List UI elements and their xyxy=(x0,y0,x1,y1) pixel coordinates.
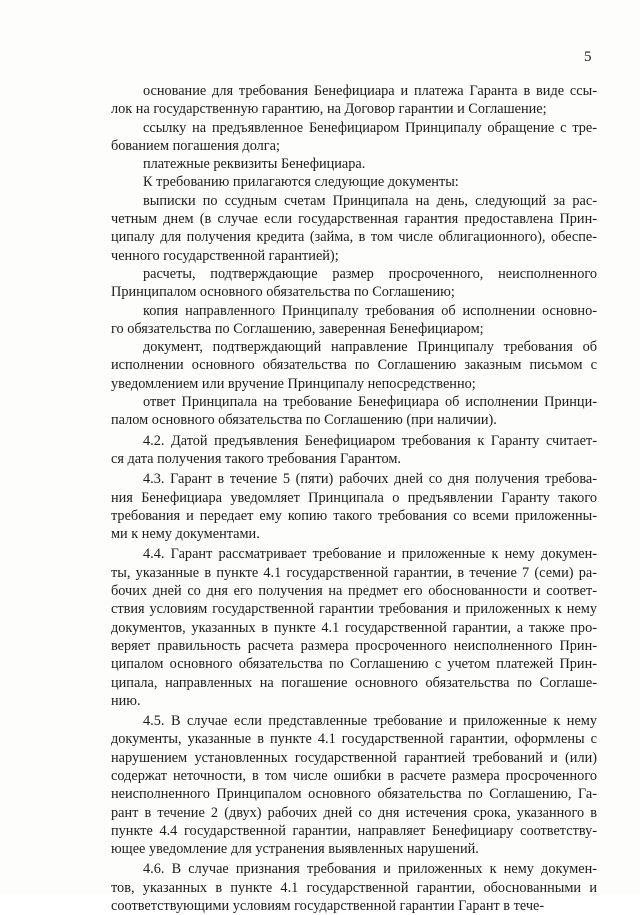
text-line: ципала, направленных на погашение основного обязательства по Соглаше- xyxy=(111,674,597,691)
text-line: соответствующими условиям государственной гарантии Гарант в тече- xyxy=(111,898,545,915)
text-line: ченного государственной гарантией); xyxy=(111,247,339,264)
paragraph-p5 xyxy=(111,192,597,265)
text-line: 4.2. Датой предъявления Бенефициаром требования к Гаранту считает- xyxy=(143,432,597,449)
paragraph-p11 xyxy=(111,470,597,543)
paragraph-p14 xyxy=(111,860,597,915)
text-line: платежные реквизиты Бенефициара. xyxy=(143,156,366,173)
text-line: ответ Принципала на требование Бенефициара об исполнении Принци- xyxy=(143,394,597,411)
text-line: нию. xyxy=(111,692,141,709)
text-line: документ, подтверждающий направление Принципалу требования об xyxy=(143,339,597,356)
text-line: выписки по ссудным счетам Принципала на день, следующий за рас- xyxy=(143,192,597,209)
text-line: уведомлением или вручение Принципалу непосредственно; xyxy=(111,375,476,392)
text-line: ты, указанные в пункте 4.1 государственной гарантии, в течение 7 (семи) ра- xyxy=(111,564,597,581)
text-line: ющее уведомление для устранения выявленных нарушений. xyxy=(111,841,479,858)
text-line: ствия условиям государственной гарантии требования и приложенных к нему xyxy=(111,601,597,618)
text-line: нарушением установленных государственной гарантией требований и (или) xyxy=(111,749,597,766)
paragraph-p8 xyxy=(111,338,597,393)
paragraph-p7 xyxy=(111,302,597,339)
text-line: К требованию прилагаются следующие документы: xyxy=(143,174,459,191)
text-line: содержат неточности, в том числе ошибки в расчете размера просроченного xyxy=(111,767,597,784)
text-line: го обязательства по Соглашению, заверенная Бенефициаром; xyxy=(111,320,484,337)
text-line: ципалу для получения кредита (займа, в том числе облигационного), обеспе- xyxy=(111,229,597,246)
text-line: четным днем (в случае если государственная гарантия предоставлена Прин- xyxy=(111,211,597,228)
text-line: исполнении основного обязательства по Соглашению заказным письмом с xyxy=(111,357,597,374)
paragraph-p4 xyxy=(111,173,597,191)
text-line: ся дата получения такого требования Гарантом. xyxy=(111,450,401,467)
text-line: ципалом основного обязательства по Соглашению с учетом платежей Прин- xyxy=(111,656,597,673)
text-line: тов, указанных в пункте 4.1 государственной гарантии, обоснованными и xyxy=(111,879,597,896)
text-line: пункте 4.4 государственной гарантии, направляет Бенефициару соответству- xyxy=(111,822,597,839)
document-body xyxy=(111,82,597,915)
paragraph-p1 xyxy=(111,82,597,119)
text-line: ния Бенефициара уведомляет Принципала о предъявлении Гаранту такого xyxy=(111,489,597,506)
text-line: бочих дней со дня его получения на предмет его обоснованности и соответ- xyxy=(111,583,597,600)
text-line: рант в течение 2 (двух) рабочих дней со дня истечения срока, указанного в xyxy=(111,804,597,821)
text-line: расчеты, подтверждающие размер просроченного, неисполненного xyxy=(143,265,597,282)
paragraph-p12 xyxy=(111,545,597,710)
text-line: документов, указанных в пункте 4.1 государственной гарантии, а также про- xyxy=(111,619,597,636)
text-line: документы, указанные в пункте 4.1 государственной гарантии, оформлены с xyxy=(111,731,597,748)
text-line: ми к нему документами. xyxy=(111,526,260,543)
text-line: ссылку на предъявленное Бенефициаром Принципалу обращение с тре- xyxy=(143,119,597,136)
text-line: копия направленного Принципалу требования об исполнении основно- xyxy=(143,302,597,319)
paragraph-p10 xyxy=(111,432,597,469)
paragraph-p13 xyxy=(111,712,597,858)
text-line: 4.4. Гарант рассматривает требование и приложенные к нему докумен- xyxy=(143,546,597,563)
text-line: неисполненного Принципалом основного обязательства по Соглашению, Га- xyxy=(111,786,597,803)
text-line: основание для требования Бенефициара и платежа Гаранта в виде ссы- xyxy=(143,83,597,99)
text-line: 4.3. Гарант в течение 5 (пяти) рабочих дней со дня получения требова- xyxy=(143,471,597,488)
paragraph-p2 xyxy=(111,119,597,156)
paragraph-p3 xyxy=(111,155,597,173)
text-line: Принципалом основного обязательства по Соглашению; xyxy=(111,284,455,301)
text-line: веряет правильность расчета размера просроченного неисполненного Прин- xyxy=(111,637,597,654)
paragraph-p9 xyxy=(111,393,597,430)
page-number: 5 xyxy=(584,49,592,65)
text-line: требования и передает ему копию такого требования со всеми приложенны- xyxy=(111,507,597,524)
paragraph-p6 xyxy=(111,265,597,302)
text-line: 4.5. В случае если представленные требование и приложенные к нему xyxy=(143,713,597,730)
text-line: 4.6. В случае признания требования и приложенных к нему докумен- xyxy=(143,861,597,878)
text-line: бованием погашения долга; xyxy=(111,137,280,154)
text-line: лок на государственную гарантию, на Договор гарантии и Соглашение; xyxy=(111,101,547,118)
text-line: палом основного обязательства по Соглашению (при наличии). xyxy=(111,412,497,429)
